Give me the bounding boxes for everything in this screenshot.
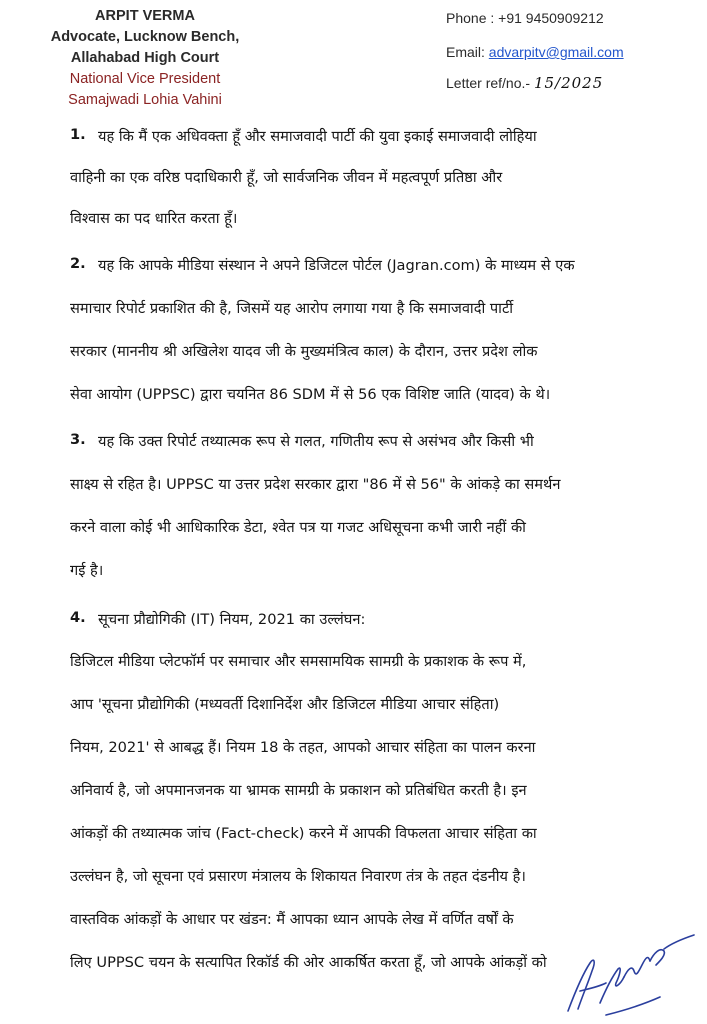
point-4-heading: सूचना प्रौद्योगिकी (IT) नियम, 2021 का उल्लंघन: [98,611,366,628]
point-number: 1. [70,126,86,143]
point-3-line-2: साक्ष्य से रहित है। UPPSC या उत्तर प्रदेश सरकार द्वारा "86 में से 56" के आंकड़े का समर्थन [70,476,561,493]
point-1-line-2: वाहिनी का एक वरिष्ठ पदाधिकारी हूँ, जो सार्वजनिक जीवन में महत्वपूर्ण प्रतिष्ठा और [70,169,503,186]
phone-line: Phone : +91 9450909212 [446,10,604,26]
point-4-line-6: आंकड़ों की तथ्यात्मक जांच (Fact-check) करने में आपकी विफलता आचार संहिता का [70,825,537,842]
point-3-line-1: यह कि उक्त रिपोर्ट तथ्यात्मक रूप से गलत, गणितीय रूप से असंभव और किसी भी [98,433,534,450]
point-2-line-2: समाचार रिपोर्ट प्रकाशित की है, जिसमें यह आरोप लगाया गया है कि समाजवादी पार्टी [70,300,514,317]
point-4-line-5: अनिवार्य है, जो अपमानजनक या भ्रामक सामग्री के प्रकाशन को प्रतिबंधित करती है। इन [70,782,527,799]
point-number: 4. [70,609,86,626]
reference-number: 15/2025 [533,74,604,92]
point-4-line-4: नियम, 2021' से आबद्ध हैं। नियम 18 के तहत, आपको आचार संहिता का पालन करना [70,739,536,756]
signature [560,925,707,1020]
point-3-line-4: गई है। [70,562,104,579]
point-2-line-4: सेवा आयोग (UPPSC) द्वारा चयनित 86 SDM में से 56 एक विशिष्ट जाति (यादव) के थे। [70,386,551,403]
point-4-line-3: आप 'सूचना प्रौद्योगिकी (मध्यवर्ती दिशानिर्देश और डिजिटल मीडिया आचार संहिता) [70,696,500,713]
point-3-line-3: करने वाला कोई भी आधिकारिक डेटा, श्वेत पत्र या गजट अधिसूचना कभी जारी नहीं की [70,519,526,536]
point-4-line-8: वास्तविक आंकड़ों के आधार पर खंडन: मैं आपका ध्यान आपके लेख में वर्णित वर्षों के [70,911,514,928]
point-number: 2. [70,255,86,272]
designation-line-1: Advocate, Lucknow Bench, [50,29,240,45]
point-2-line-1: यह कि आपके मीडिया संस्थान ने अपने डिजिटल पोर्टल (Jagran.com) के माध्यम से एक [98,257,575,274]
advocate-name: ARPIT VERMA [95,8,195,24]
point-1-line-3: विश्वास का पद धारित करता हूँ। [70,210,238,227]
point-4-line-9: लिए UPPSC चयन के सत्यापित रिकॉर्ड की ओर आकर्षित करता हूँ, जो आपके आंकड़ों को [70,954,547,971]
point-4-line-2: डिजिटल मीडिया प्लेटफॉर्म पर समाचार और समसामयिक सामग्री के प्रकाशक के रूप में, [70,653,527,670]
role-line-2: Samajwadi Lohia Vahini [68,92,222,108]
reference-label: Letter ref/no.- [446,75,534,91]
point-2-line-3: सरकार (माननीय श्री अखिलेश यादव जी के मुख्यमंत्रित्व काल) के दौरान, उत्तर प्रदेश लोक [70,343,538,360]
point-number: 3. [70,431,86,448]
point-1-line-1: यह कि मैं एक अधिवक्ता हूँ और समाजवादी पार्टी की युवा इकाई समाजवादी लोहिया [98,128,537,145]
designation-line-2: Allahabad High Court [70,50,220,66]
point-4-line-7: उल्लंघन है, जो सूचना एवं प्रसारण मंत्रालय के शिकायत निवारण तंत्र के तहत दंडनीय है। [70,868,526,885]
role-line-1: National Vice President [69,71,221,87]
email-link[interactable]: advarpitv@gmail.com [488,44,624,60]
email-label: Email: [446,44,489,60]
